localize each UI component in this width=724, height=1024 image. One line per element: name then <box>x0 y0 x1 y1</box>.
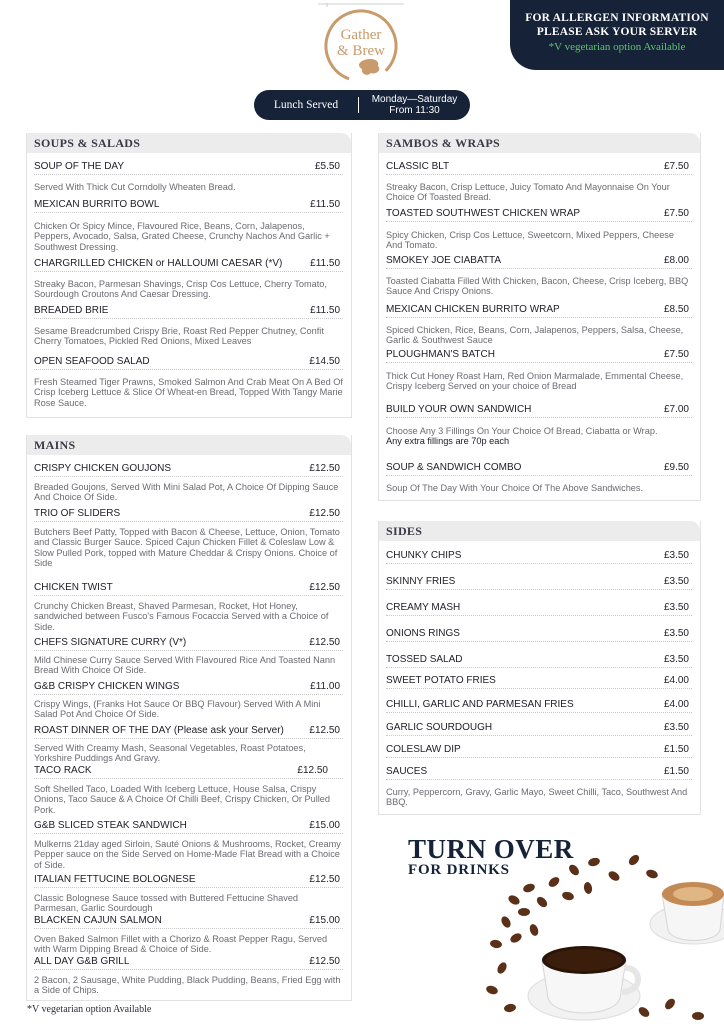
item-name: ONIONS RINGS <box>386 628 460 639</box>
menu-item <box>34 355 343 370</box>
item-price: £12.50 <box>309 956 340 967</box>
item-price: £12.50 <box>309 874 340 885</box>
item-name: SKINNY FRIES <box>386 576 456 587</box>
item-name: TOASTED SOUTHWEST CHICKEN WRAP <box>386 208 581 219</box>
item-name: COLESLAW DIP <box>386 744 461 755</box>
item-name: SAUCES <box>386 766 428 777</box>
soups-salads-section <box>26 133 352 418</box>
menu-item <box>386 403 692 418</box>
allergen-line-1: FOR ALLERGEN INFORMATION <box>525 12 709 24</box>
menu-item <box>386 254 692 269</box>
item-price: £7.00 <box>663 404 689 415</box>
item-description: 2 Bacon, 2 Sausage, White Pudding, Black Pudding, Beans, Fried Egg with a Side of Chips. <box>34 975 341 996</box>
item-name: SMOKEY JOE CIABATTA <box>386 255 502 266</box>
menu-item <box>34 636 343 651</box>
item-name: SWEET POTATO FRIES <box>386 675 496 686</box>
item-price: £1.50 <box>663 766 689 777</box>
lunch-time: From 11:30 <box>389 105 440 116</box>
item-name: G&B SLICED STEAK SANDWICH <box>34 820 187 831</box>
menu-item <box>386 653 692 668</box>
vegetarian-note: *V vegetarian option Available <box>548 41 686 53</box>
item-name: SOUP & SANDWICH COMBO <box>386 462 522 473</box>
item-description: Soup Of The Day With Your Choice Of The Above Sandwiches. <box>386 483 644 493</box>
item-price: £4.00 <box>663 699 689 710</box>
item-price: £9.50 <box>663 462 689 473</box>
extra-fillings-note: Any extra fillings are 70p each <box>386 436 510 447</box>
item-name: CHILLI, GARLIC AND PARMESAN FRIES <box>386 699 574 710</box>
item-name: ROAST DINNER OF THE DAY (Please ask your Server) <box>34 725 284 736</box>
menu-item <box>386 549 692 564</box>
item-name: OPEN SEAFOOD SALAD <box>34 356 150 367</box>
item-description: Mulkerns 21day aged Sirloin, Sauté Onions & Mushrooms, Rocket, Creamy Pepper sauce on the Side Served on Home-Made Flat Bread with a Choice of Side. <box>34 839 341 870</box>
item-description: Butchers Beef Patty, Topped with Bacon & Cheese, Lettuce, Onion, Tomato and Classic Burger Sauce. Spiced Cajun Chicken Fillet & Coleslaw Low & Slow Pulled Pork, topped with Mature Cheddar & Crispy Onions. Choice of Side <box>34 527 340 569</box>
item-price: £3.50 <box>663 576 689 587</box>
menu-item <box>386 348 692 363</box>
item-price: £7.50 <box>663 208 689 219</box>
item-description: Served With Thick Cut Corndolly Wheaten Bread. <box>34 182 236 192</box>
item-name: CREAMY MASH <box>386 602 461 613</box>
section-title: SAMBOS & WRAPS <box>379 133 700 153</box>
menu-item <box>386 160 692 175</box>
section-title: SOUPS & SALADS <box>27 133 351 153</box>
sides-section <box>378 521 701 815</box>
item-price: £1.50 <box>663 744 689 755</box>
menu-item <box>386 601 692 616</box>
menu-item <box>34 914 343 929</box>
item-description: Crunchy Chicken Breast, Shaved Parmesan, Rocket, Hot Honey, sandwiched between Fusco's Famous Focaccia Served with a Choice of Side. <box>34 601 329 632</box>
item-name: CHUNKY CHIPS <box>386 550 462 561</box>
item-name: MEXICAN BURRITO BOWL <box>34 199 160 210</box>
item-price: £14.50 <box>309 356 340 367</box>
logo-line-1: Gather <box>340 27 382 43</box>
item-price: £12.50 <box>309 463 340 474</box>
item-name: CHEFS SIGNATURE CURRY (V*) <box>34 637 187 648</box>
menu-item <box>34 198 343 213</box>
item-name: CHARGRILLED CHICKEN or HALLOUMI CAESAR (*V) <box>34 258 283 269</box>
turn-over-line-1: TURN OVER <box>408 834 574 864</box>
item-price: £11.50 <box>310 258 340 269</box>
item-description: Served With Creamy Mash, Seasonal Vegetables, Roast Potatoes, Yorkshire Puddings And Gravy. <box>34 743 306 764</box>
item-price: £11.50 <box>310 305 340 316</box>
menu-item <box>386 674 692 689</box>
item-price: £12.50 <box>309 637 340 648</box>
menu-item <box>34 507 343 522</box>
item-description: Chicken Or Spicy Mince, Flavoured Rice, Beans, Corn, Jalapenos, Peppers, Avocado, Salsa, Grated Cheese, Crunchy Nachos And Garlic + Southwest Dressing. <box>34 221 330 252</box>
menu-item <box>386 721 692 736</box>
item-description: Crispy Wings, (Franks Hot Sauce Or BBQ Flavour) Served With A Mini Salad Pot And Choice Of Side. <box>34 699 321 720</box>
menu-item <box>34 955 343 970</box>
logo-line-2: & Brew <box>337 43 385 59</box>
item-name: BLACKEN CAJUN SALMON <box>34 915 162 926</box>
section-title: SIDES <box>379 521 700 541</box>
item-description: Soft Shelled Taco, Loaded With Iceberg Lettuce, House Salsa, Crispy Onions, Taco Sauce & A Choice Of Chilli Beef, Crispy Chicken, Or Pulled Pork. <box>34 784 331 815</box>
menu-item <box>386 698 692 713</box>
menu-item <box>34 873 343 888</box>
item-price: £3.50 <box>663 654 689 665</box>
lunch-label: Lunch Served <box>273 99 339 111</box>
item-description: Oven Baked Salmon Fillet with a Chorizo & Roast Pepper Ragu, Served with Warm Dipping Bread & Choice of Side. <box>34 934 328 955</box>
menu-item <box>34 819 343 834</box>
menu-item <box>386 303 692 318</box>
item-description: Thick Cut Honey Roast Ham, Red Onion Marmalade, Emmental Cheese, Crispy Iceberg Served on your choice of Bread <box>386 371 684 392</box>
menu-item <box>386 743 692 758</box>
menu-item <box>386 461 692 476</box>
allergen-banner <box>510 0 724 70</box>
menu-item <box>386 627 692 642</box>
item-price: £5.50 <box>314 161 340 172</box>
item-name: BUILD YOUR OWN SANDWICH <box>386 404 532 415</box>
item-name: PLOUGHMAN'S BATCH <box>386 349 495 360</box>
item-description: Sesame Breadcrumbed Crispy Brie, Roast Red Pepper Chutney, Confit Cherry Tomatoes, Pickled Red Onions, Mixed Leaves <box>34 326 324 347</box>
section-title: MAINS <box>27 435 351 455</box>
lunch-served-badge <box>254 90 470 120</box>
item-price: £7.50 <box>663 349 689 360</box>
item-description: Toasted Ciabatta Filled With Chicken, Bacon, Cheese, Crisp Iceberg, BBQ Sauce And Crispy Onions. <box>386 276 689 297</box>
item-price: £7.50 <box>663 161 689 172</box>
turn-over-line-2: FOR DRINKS <box>408 862 510 878</box>
item-name: G&B CRISPY CHICKEN WINGS <box>34 681 180 692</box>
item-description: Classic Bolognese Sauce tossed with Buttered Fettucine Shaved Parmesan, Garlic Sourdough <box>34 893 299 914</box>
item-price: £3.50 <box>663 602 689 613</box>
sambos-wraps-section <box>378 133 701 501</box>
item-name: GARLIC SOURDOUGH <box>386 722 493 733</box>
item-price: £3.50 <box>663 628 689 639</box>
menu-item <box>34 462 343 477</box>
item-description: Curry, Peppercorn, Gravy, Garlic Mayo, Sweet Chilli, Taco, Southwest And BBQ. <box>386 787 688 808</box>
lunch-hours <box>359 94 470 116</box>
item-description: Breaded Goujons, Served With Mini Salad Pot, A Choice Of Dipping Sauce And Choice Of Side. <box>34 482 339 503</box>
item-price: £8.50 <box>663 304 689 315</box>
menu-item <box>34 724 343 739</box>
turn-over-callout <box>408 834 574 879</box>
leaf-icon <box>359 59 379 75</box>
item-price: £3.50 <box>663 722 689 733</box>
item-description: Streaky Bacon, Crisp Lettuce, Juicy Tomato And Mayonnaise On Your Choice Of Toasted Bread. <box>386 182 670 203</box>
item-description: Mild Chinese Curry Sauce Served With Flavoured Rice And Toasted Nann Bread With Choice Of Side. <box>34 655 336 676</box>
menu-item <box>34 764 343 779</box>
item-name: SOUP OF THE DAY <box>34 161 125 172</box>
item-price: £11.00 <box>310 681 340 692</box>
item-name: CRISPY CHICKEN GOUJONS <box>34 463 172 474</box>
item-price: £4.00 <box>663 675 689 686</box>
item-name: MEXICAN CHICKEN BURRITO WRAP <box>386 304 560 315</box>
item-name: ITALIAN FETTUCINE BOLOGNESE <box>34 874 196 885</box>
menu-item <box>34 581 343 596</box>
item-price: £8.00 <box>663 255 689 266</box>
item-name: CHICKEN TWIST <box>34 582 113 593</box>
menu-item <box>34 160 343 175</box>
item-description: Spiced Chicken, Rice, Beans, Corn, Jalapenos, Peppers, Salsa, Cheese, Garlic & Southwest Sauce <box>386 325 684 346</box>
item-name: TOSSED SALAD <box>386 654 463 665</box>
item-price: £12.50 <box>297 765 328 776</box>
item-name: CLASSIC BLT <box>386 161 450 172</box>
mains-section <box>26 435 352 1001</box>
item-price: £15.00 <box>309 820 340 831</box>
item-description: Choose Any 3 Fillings On Your Choice Of Bread, Ciabatta or Wrap. Any extra fillings are 70p each <box>386 426 658 447</box>
item-name: ALL DAY G&B GRILL <box>34 956 130 967</box>
lunch-days: Monday—Saturday <box>371 94 458 105</box>
menu-item <box>34 304 343 319</box>
menu-item <box>386 575 692 590</box>
item-description: Streaky Bacon, Parmesan Shavings, Crisp Cos Lettuce, Cherry Tomato, Sourdough Croutons And Caesar Dressing. <box>34 279 327 300</box>
gather-and-brew-logo <box>318 3 404 85</box>
item-price: £15.00 <box>309 915 340 926</box>
item-price: £12.50 <box>309 508 340 519</box>
item-name: TACO RACK <box>34 765 92 776</box>
item-name: BREADED BRIE <box>34 305 109 316</box>
item-description: Fresh Steamed Tiger Prawns, Smoked Salmon And Crab Meat On A Bed Of Crisp Iceberg Lettuce & Slice Of Wheat-en Bread, Topped With Tangy Marie Rose Sauce. <box>34 377 343 408</box>
menu-item <box>34 680 343 695</box>
menu-item <box>386 207 692 222</box>
vegetarian-footnote: *V vegetarian option Available <box>27 1004 152 1015</box>
item-price: £11.50 <box>310 199 340 210</box>
item-price: £3.50 <box>663 550 689 561</box>
item-price: £12.50 <box>309 582 340 593</box>
item-price: £12.50 <box>309 725 340 736</box>
item-description: Spicy Chicken, Crisp Cos Lettuce, Sweetcorn, Mixed Peppers, Cheese And Tomato. <box>386 230 675 251</box>
item-name: TRIO OF SLIDERS <box>34 508 121 519</box>
menu-item <box>34 257 343 272</box>
allergen-line-2: PLEASE ASK YOUR SERVER <box>536 26 698 38</box>
menu-item <box>386 765 692 780</box>
